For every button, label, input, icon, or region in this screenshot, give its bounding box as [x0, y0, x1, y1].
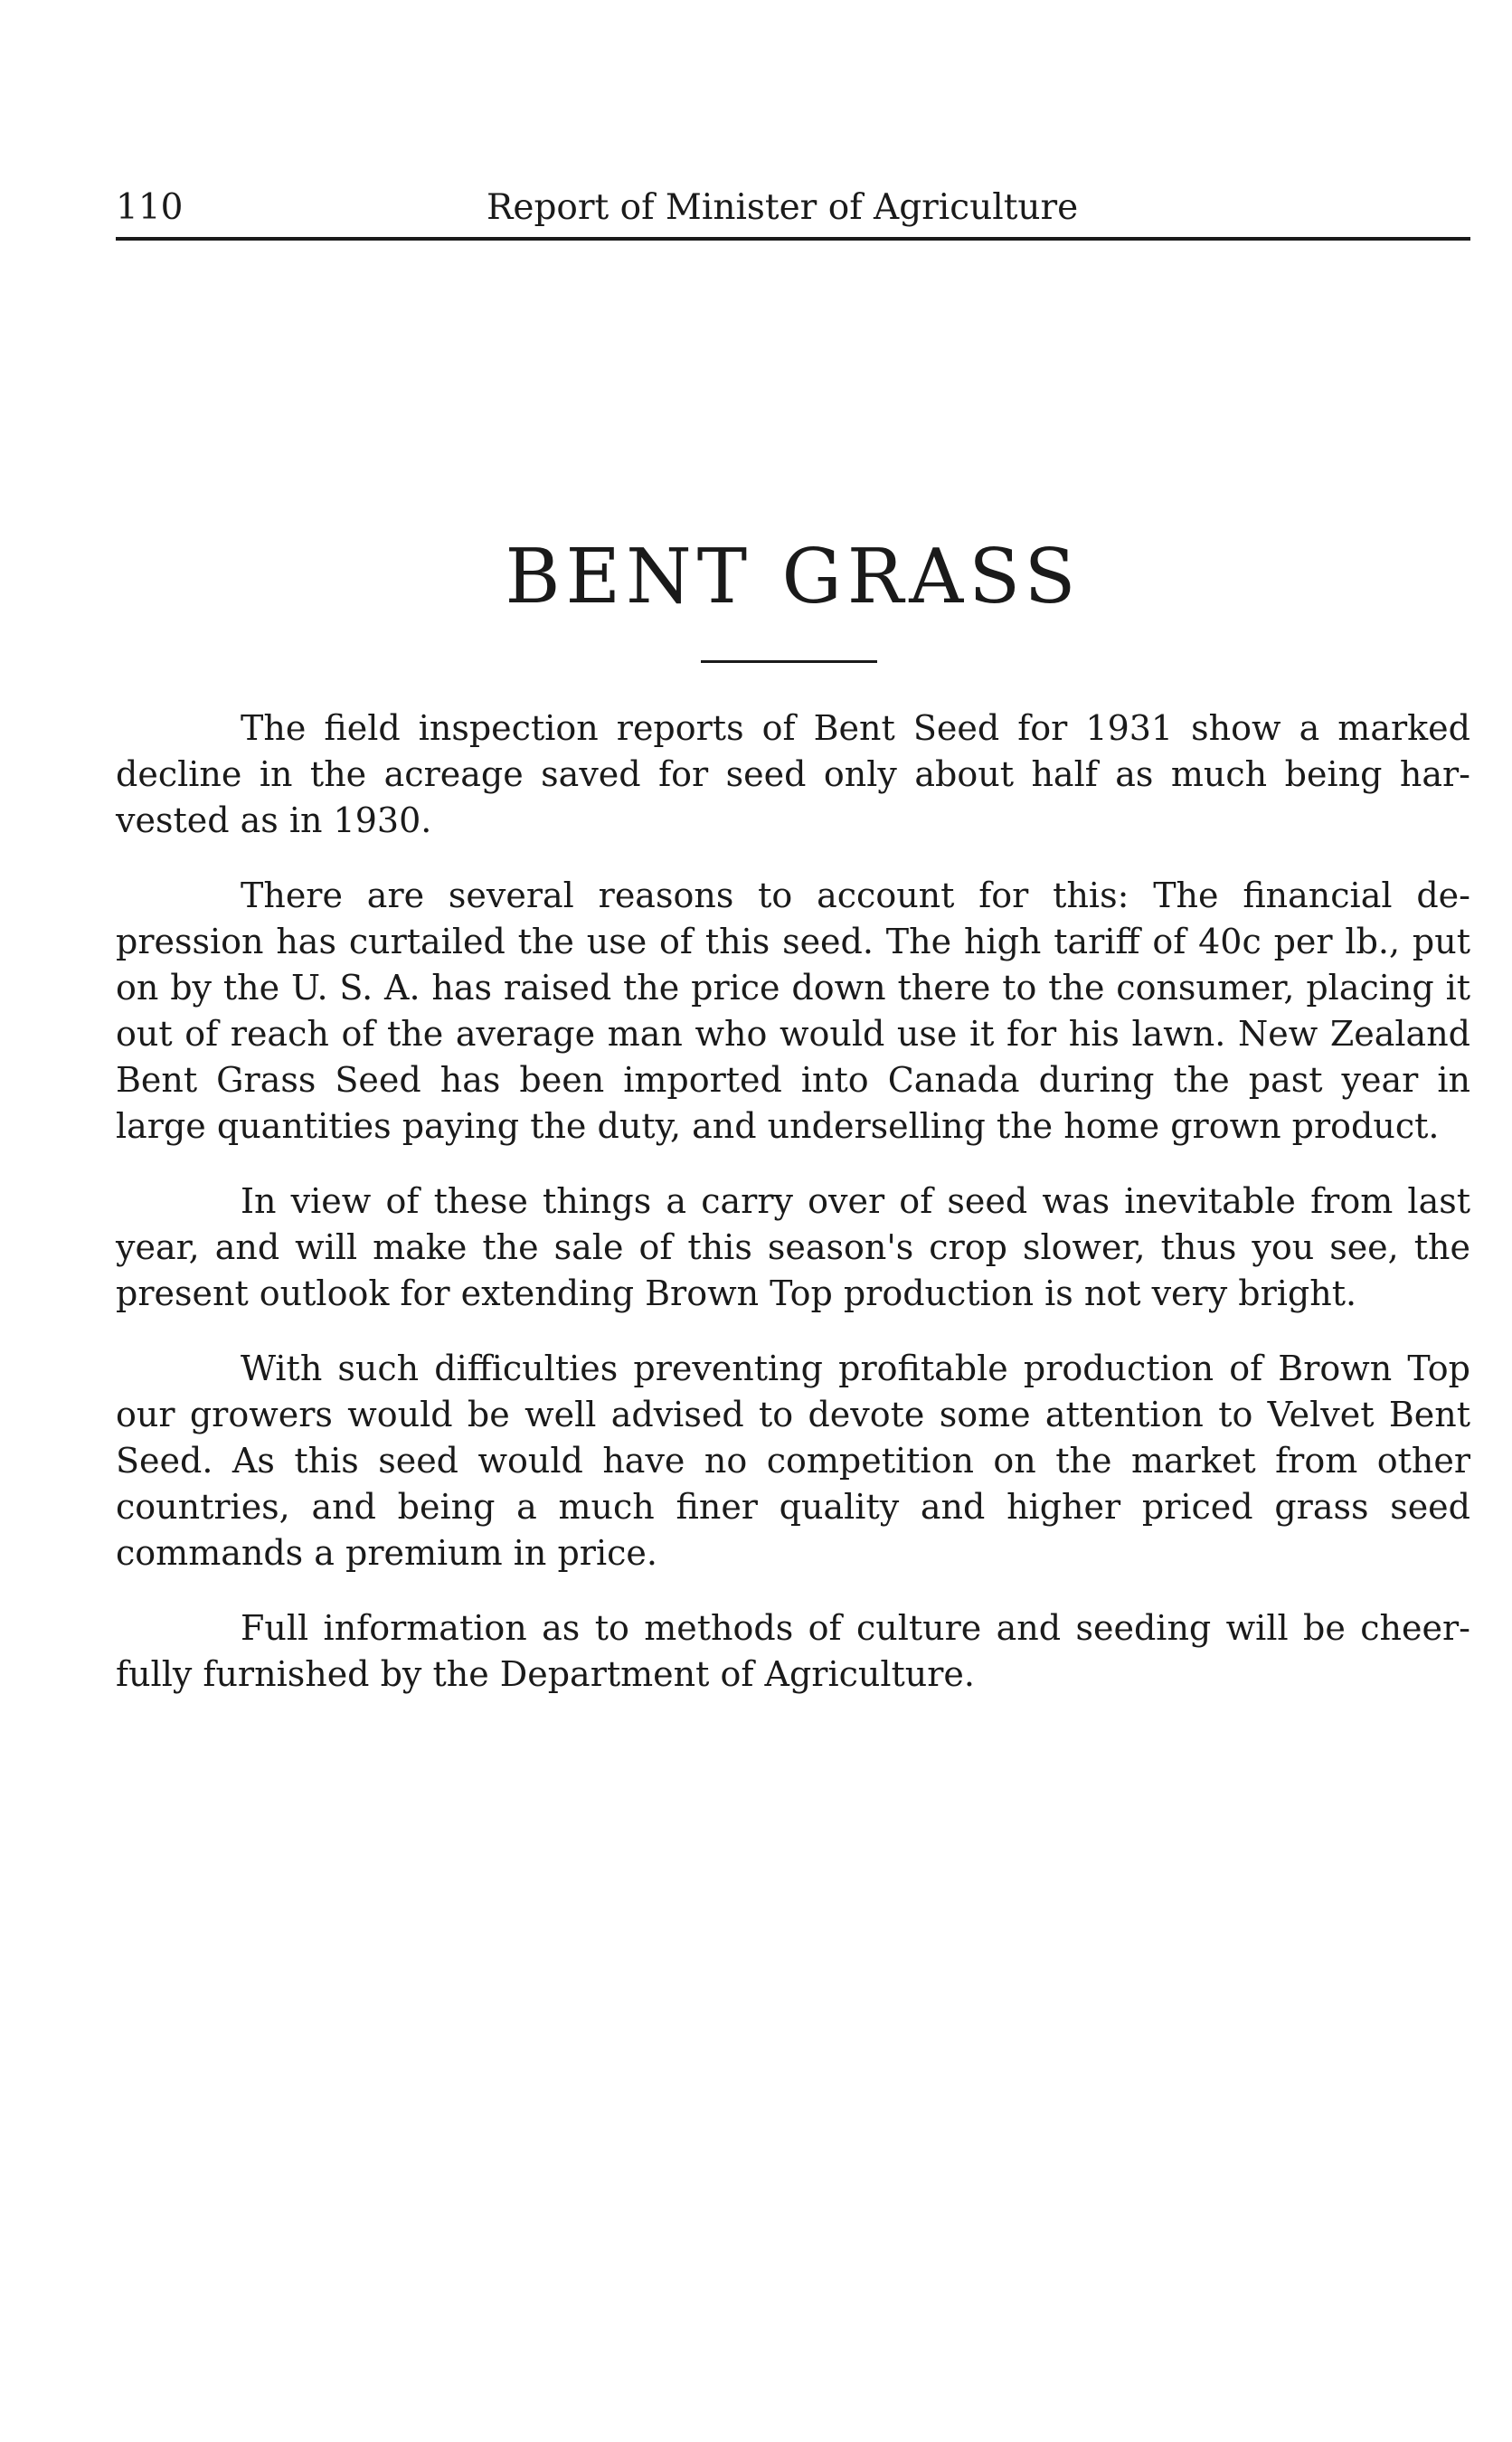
- page-number: 110: [116, 187, 184, 228]
- page-header: [116, 181, 1470, 235]
- title-rule: [701, 660, 877, 663]
- paragraph-1: The field inspection reports of Bent Seed for 1931 show a marked decline in the acreage saved for seed only about half as much being harvested as in 1930.: [116, 708, 1470, 840]
- header-rule: [116, 237, 1470, 241]
- paragraph-4: With such difficulties preventing profitable production of Brown Top our growers would be well advised to devote some attention to Velvet Bent Seed. As this seed would have no competition on the market from other countries, and being a much finer quality and higher priced grass seed commands a premium in price.: [116, 1349, 1470, 1573]
- article-title: BENT GRASS: [505, 533, 1082, 620]
- paragraph-5: Full information as to methods of culture and seeding will be cheerfully furnished by the Department of Agriculture.: [116, 1608, 1470, 1694]
- paragraph-3: In view of these things a carry over of seed was inevitable from last year, and will make the sale of this season's crop slower, thus you see, the present outlook for extending Brown Top production is not very bright.: [116, 1181, 1470, 1313]
- article-body: [116, 705, 1470, 1727]
- running-title: Report of Minister of Agriculture: [487, 187, 1079, 228]
- paragraph-2: There are several reasons to account for this: The financial depression has curtailed the use of this seed. The high tariff of 40c per lb., put on by the U. S. A. has raised the price down there to the consumer, placing it out of reach of the average man who would use it for his lawn. New Zealand Bent Grass Seed has been imported into Canada during the past year in large quantities paying the duty, and underselling the home grown product.: [116, 876, 1470, 1146]
